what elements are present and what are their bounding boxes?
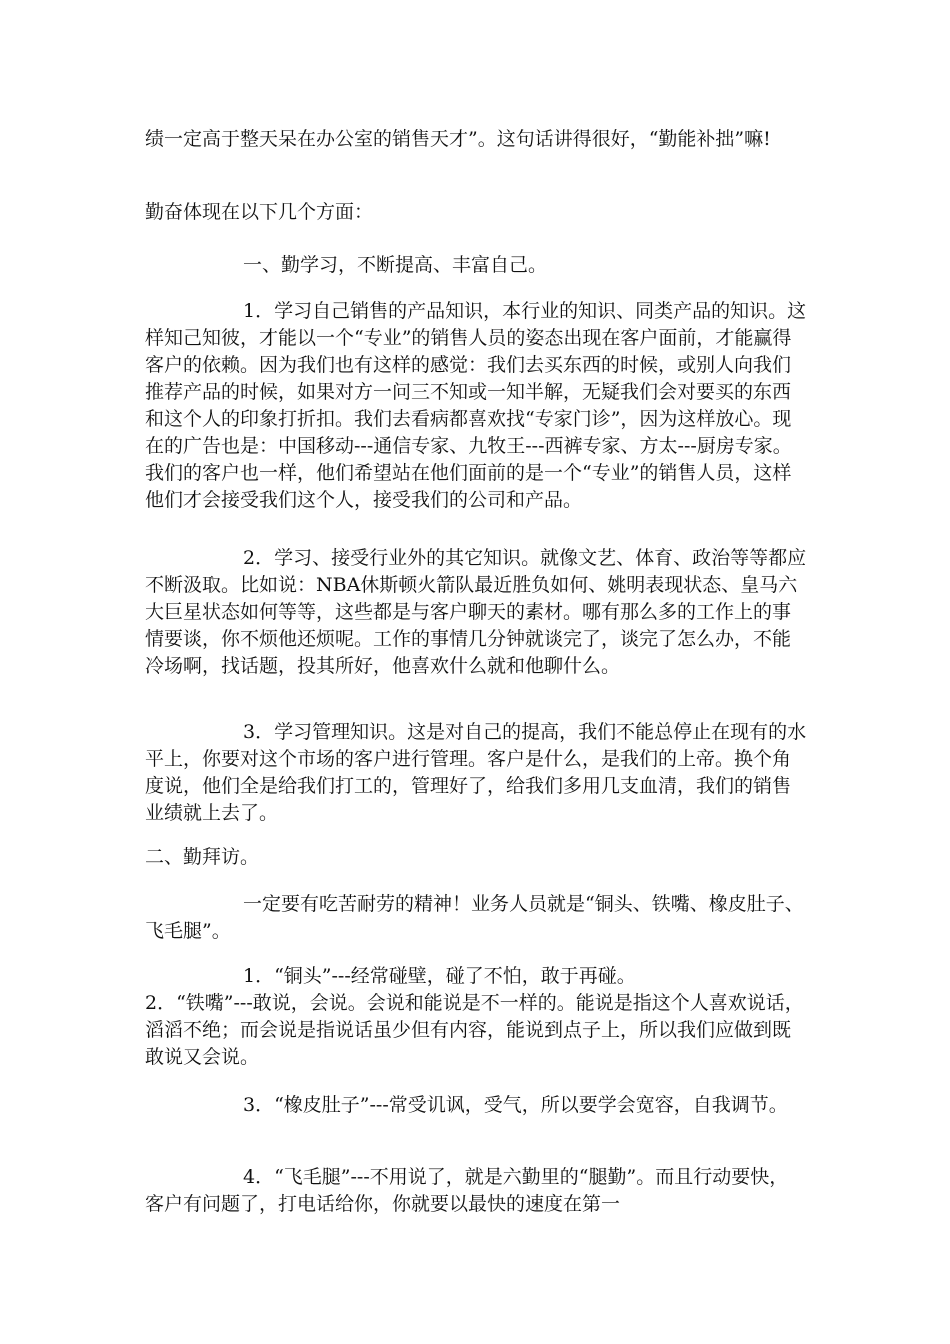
- paragraph-visits-3: 3．“橡皮肚子”---常受讥讽，受气，所以要学会宽容，自我调节。: [243, 1094, 788, 1116]
- paragraph-intro-continuation: 绩一定高于整天呆在办公室的销售天才”。这句话讲得很好，“勤能补拙”嘛!: [145, 128, 771, 150]
- heading-visits: 二、勤拜访。: [145, 846, 260, 868]
- paragraph-visits-4: 4．“飞毛腿”---不用说了，就是六勤里的“腿勤”。而且行动要快，客户有问题了，打电话给你，你就要以最快的速度在第一: [145, 1166, 789, 1215]
- paragraph-study-1: 1．学习自己销售的产品知识，本行业的知识、同类产品的知识。这样知己知彼，才能以一个“专业”的销售人员的姿态出现在客户面前，才能赢得客户的依赖。因为我们也有这样的感觉：我们去买东西的时候，或别人向我们推荐产品的时候，如果对方一问三不知或一知半解，无疑我们会对要买的东西和这个人的印象打折扣。我们去看病都喜欢找“专家门诊”，因为这样放心。现在的广告也是：中国移动---通信专家、九牧王---西裤专家、方太---厨房专家。我们的客户也一样，他们希望站在他们面前的是一个“专业”的销售人员，这样他们才会接受我们这个人，接受我们的公司和产品。: [145, 300, 807, 511]
- paragraph-study-3: 3．学习管理知识。这是对自己的提高，我们不能总停止在现有的水平上，你要对这个市场的客户进行管理。客户是什么，是我们的上帝。换个角度说，他们全是给我们打工的，管理好了，给我们多用几支血清，我们的销售业绩就上去了。: [145, 721, 807, 824]
- paragraph-diligence-aspects: 勤奋体现在以下几个方面：: [145, 201, 374, 223]
- heading-study: 一、勤学习，不断提高、丰富自己。: [243, 254, 548, 276]
- paragraph-visits-1: 1．“铜头”---经常碰壁，碰了不怕，敢于再碰。: [243, 965, 636, 987]
- paragraph-visits-intro: 一定要有吃苦耐劳的精神！业务人员就是“铜头、铁嘴、橡皮肚子、飞毛腿”。: [145, 893, 804, 942]
- paragraph-study-2: 2．学习、接受行业外的其它知识。就像文艺、体育、政治等等都应不断汲取。比如说：NBA休斯顿火箭队最近胜负如何、姚明表现状态、皇马六大巨星状态如何等等，这些都是与客户聊天的素材。哪有那么多的工作上的事情要谈，你不烦他还烦呢。工作的事情几分钟就谈完了，谈完了怎么办，不能冷场啊，找话题，投其所好，他喜欢什么就和他聊什么。: [145, 547, 807, 677]
- paragraph-visits-2: 2．“铁嘴”---敢说，会说。会说和能说是不一样的。能说是指这个人喜欢说话，滔滔不绝；而会说是指说话虽少但有内容，能说到点子上，所以我们应做到既敢说又会说。: [145, 992, 804, 1068]
